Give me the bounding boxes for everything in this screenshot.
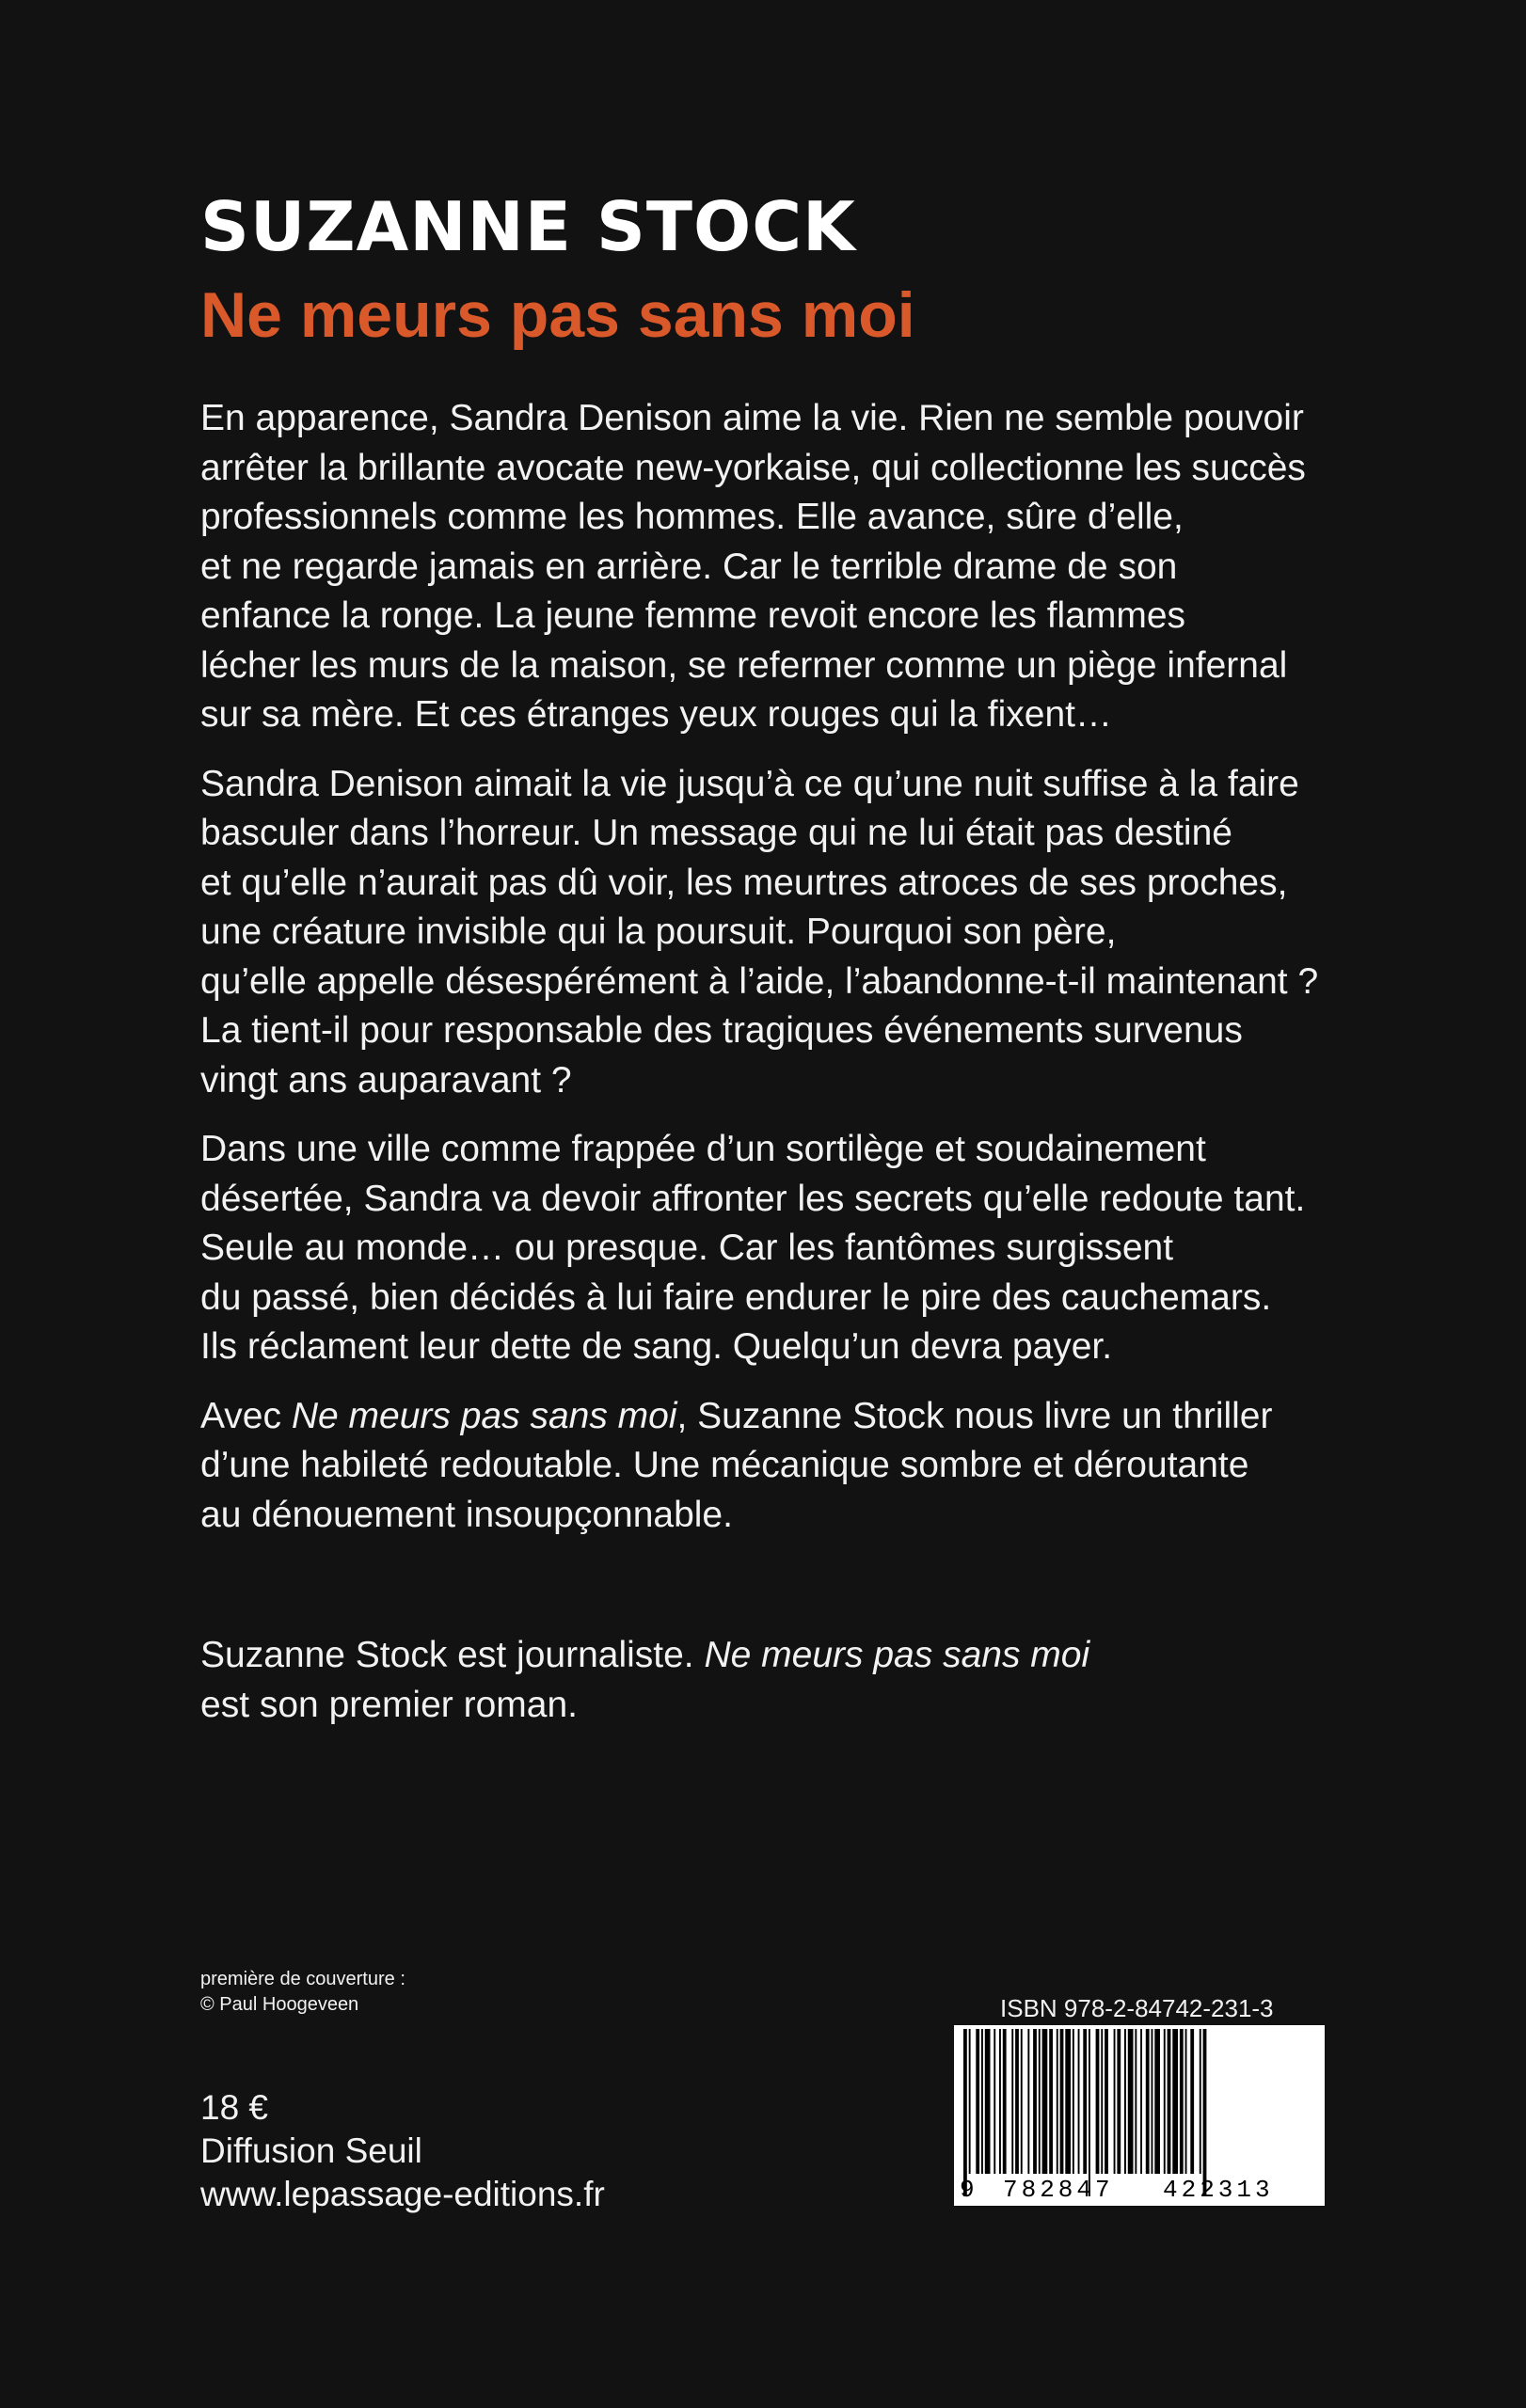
text-line: La tient-il pour responsable des tragiques événements survenus: [200, 1010, 1243, 1051]
text-line: et ne regarde jamais en arrière. Car le terrible drame de son: [200, 546, 1178, 587]
text-line: une créature invisible qui la poursuit. Pourquoi son père,: [200, 911, 1117, 952]
author-bio: [200, 1631, 1089, 1730]
blurb-paragraph-1: [200, 394, 1348, 740]
photo-credit: [200, 1967, 405, 2018]
barcode-digits-left: 782847: [1003, 2176, 1114, 2204]
text-line: Sandra Denison aimait la vie jusqu’à ce qu’une nuit suffise à la faire: [200, 763, 1299, 804]
book-title-italic: Ne meurs pas sans moi: [704, 1635, 1090, 1675]
barcode-bar: [1105, 2029, 1108, 2174]
barcode-bar: [1049, 2029, 1053, 2174]
barcode-bar: [976, 2029, 979, 2174]
barcode-bar: [1065, 2029, 1071, 2174]
price: 18 €: [200, 2088, 269, 2127]
barcode-bar: [1168, 2029, 1171, 2174]
barcode-bar: [1042, 2029, 1048, 2174]
text-line: [200, 1631, 1089, 1681]
text-line: En apparence, Sandra Denison aime la vie. Rien ne semble pouvoir: [200, 398, 1304, 438]
barcode-digit-first: 9: [960, 2176, 975, 2204]
barcode-bar: [985, 2029, 991, 2174]
blurb-paragraph-3: [200, 1125, 1348, 1372]
text-line: enfance la ronge. La jeune femme revoit encore les flammes: [200, 595, 1186, 636]
barcode-bar: [1124, 2029, 1126, 2174]
text-line: [200, 1392, 1348, 1442]
barcode-bar: [1146, 2029, 1150, 2174]
barcode-bar: [981, 2029, 983, 2174]
barcode-bar: [1135, 2029, 1137, 2174]
barcode-bar: [1011, 2029, 1013, 2174]
text-line: lécher les murs de la maison, se refermer comme un piège infernal: [200, 644, 1288, 686]
barcode-bar: [1096, 2029, 1100, 2174]
blurb: [200, 394, 1348, 1560]
barcode-bar: [1057, 2029, 1058, 2174]
barcode-bar: [1083, 2029, 1087, 2174]
barcode-bar: [1021, 2029, 1023, 2174]
barcode-bar: [1027, 2029, 1029, 2174]
text-line: professionnels comme les hommes. Elle avance, sûre d’elle,: [200, 497, 1184, 537]
barcode-bar: [1060, 2029, 1064, 2174]
website: www.lepassage-editions.fr: [200, 2175, 605, 2213]
barcode-bar: [963, 2029, 967, 2196]
text-line: Seule au monde… ou presque. Car les fantômes surgissent: [200, 1228, 1174, 1268]
text-line: vingt ans auparavant ?: [200, 1059, 572, 1101]
text-line: sur sa mère. Et ces étranges yeux rouges qui la fixent…: [200, 694, 1112, 735]
credit-photographer: © Paul Hoogeveen: [200, 1994, 359, 2015]
text-line: basculer dans l’horreur. Un message qui ne lui était pas destiné: [200, 813, 1232, 853]
text-line: du passé, bien décidés à lui faire endurer le pire des cauchemars.: [200, 1276, 1272, 1318]
barcode-bar: [1140, 2029, 1142, 2174]
barcode-bar: [1033, 2029, 1037, 2174]
text-segment: Avec: [200, 1395, 292, 1436]
book-title: Ne meurs pas sans moi: [200, 279, 915, 351]
credit-label: première de couverture :: [200, 1969, 405, 1989]
text-line: désertée, Sandra va devoir affronter les secrets qu’elle redoute tant.: [200, 1178, 1306, 1219]
text-line: et qu’elle n’aurait pas dû voir, les meurtres atroces de ses proches,: [200, 862, 1288, 903]
barcode-bar: [1190, 2029, 1194, 2174]
text-line: au dénouement insoupçonnable.: [200, 1494, 733, 1535]
barcode-bar: [1152, 2029, 1153, 2174]
barcode-digits-right: 422313: [1163, 2176, 1274, 2204]
blurb-paragraph-2: [200, 760, 1348, 1106]
author-name: SUZANNE STOCK: [200, 187, 856, 266]
barcode-bar: [1172, 2029, 1178, 2174]
barcode-bar: [1154, 2029, 1160, 2174]
barcode: [954, 2025, 1325, 2206]
text-line: Dans une ville comme frappée d’un sortilège et soudainement: [200, 1129, 1206, 1169]
text-line: d’une habileté redoutable. Une mécanique sombre et déroutante: [200, 1445, 1249, 1485]
barcode-bar: [1164, 2029, 1166, 2174]
barcode-bar: [1180, 2029, 1184, 2174]
blurb-paragraph-4: [200, 1392, 1348, 1541]
barcode-bar: [1101, 2029, 1103, 2174]
text-line: arrêter la brillante avocate new-yorkaise, qui collectionne les succès: [200, 447, 1306, 488]
barcode-bar: [993, 2029, 995, 2174]
text-line: est son premier roman.: [200, 1684, 578, 1725]
barcode-bar: [969, 2029, 971, 2174]
barcode-bar: [1203, 2029, 1207, 2196]
barcode-bar: [1078, 2029, 1080, 2174]
barcode-bar: [1185, 2029, 1187, 2174]
text-segment: Suzanne Stock est journaliste.: [200, 1635, 705, 1675]
text-line: qu’elle appelle désespérément à l’aide, l’abandonne-t-il maintenant ?: [200, 960, 1319, 1002]
barcode-bar: [1200, 2029, 1201, 2174]
text-line: Ils réclament leur dette de sang. Quelqu’un devra payer.: [200, 1326, 1113, 1367]
isbn-label: ISBN 978-2-84742-231-3: [1000, 1994, 1274, 2022]
barcode-bar: [1128, 2029, 1134, 2174]
barcode-bar: [1117, 2029, 1121, 2174]
barcode-bar: [1114, 2029, 1116, 2174]
barcode-bar: [1015, 2029, 1019, 2174]
barcode-bar: [1039, 2029, 1041, 2174]
barcode-bar: [999, 2029, 1001, 2174]
publisher-info: [200, 2086, 605, 2216]
book-title-italic: Ne meurs pas sans moi: [291, 1395, 677, 1436]
barcode-bar: [1003, 2029, 1007, 2174]
text-segment: , Suzanne Stock nous livre un thriller: [676, 1395, 1273, 1436]
barcode-digits: [954, 2174, 1325, 2206]
distributor: Diffusion Seuil: [200, 2131, 422, 2170]
barcode-bar: [1089, 2029, 1090, 2196]
barcode-bar: [1073, 2029, 1074, 2174]
